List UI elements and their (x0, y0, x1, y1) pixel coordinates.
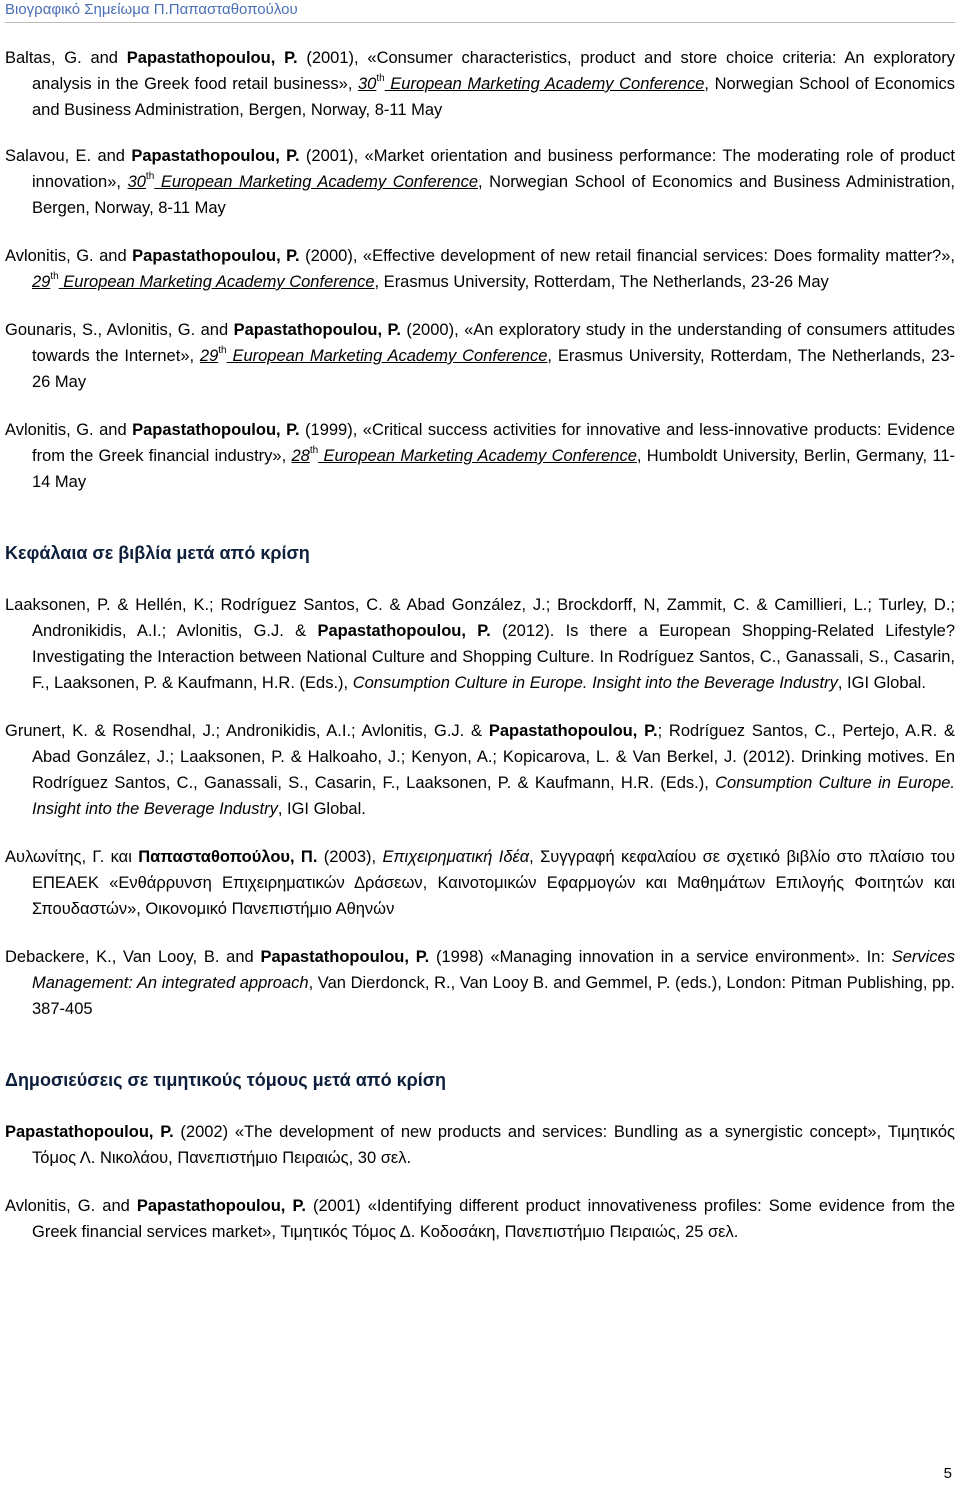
reference-entry (5, 844, 955, 922)
reference-entry (5, 417, 955, 495)
italic-title: Services Management: An integrated approach (32, 948, 955, 992)
reference-text: (2012). Is there a European Shopping-Related Lifestyle? Investigating the Interaction between National Culture and Shopping Culture. In Rodríguez Santos, C., Ganassali, S., Casarin, F., Laaksonen, P. & Kaufmann, H.R. (Eds.), (32, 622, 956, 692)
author-highlight: Papastathopoulou, P. (132, 421, 300, 439)
conference-name: European Marketing Academy Conference (154, 173, 478, 191)
ordinal-suffix: th (218, 345, 227, 356)
reference-text: (1998) «Managing innovation in a service environment». In: (429, 948, 892, 966)
ordinal-suffix: th (145, 171, 155, 182)
italic-title: Επιχειρηματική Ιδέα (382, 848, 530, 866)
reference-entry (5, 317, 955, 395)
document-body (5, 45, 955, 1245)
conference-name: European Marketing Academy Conference (384, 75, 705, 93)
author-highlight: Papastathopoulou, P. (317, 622, 491, 640)
reference-entry (5, 1193, 955, 1245)
author-highlight: Papastathopoulou, P. (136, 1197, 306, 1215)
reference-text: , IGI Global. (837, 674, 926, 692)
conference-name: 28 (291, 447, 310, 465)
italic-title: Consumption Culture in Europe. Insight into the Beverage Industry (32, 774, 956, 818)
conference-name: European Marketing Academy Conference (58, 273, 375, 291)
section-heading-book-chapters: Κεφάλαια σε βιβλία μετά από κρίση (5, 543, 310, 563)
reference-text: , Erasmus University, Rotterdam, The Netherlands, 23-26 May (32, 347, 956, 391)
reference-text: ; Rodríguez Santos, C., Pertejo, A.R. & Abad González, J.; Laaksonen, P. & Halkoaho, J.; Kenyon, A.; Kopicarova, L. & Van Berkel, J. (2012). Drinking motives. En Rodríguez Santos, C., Ganassali, S., Casarin, F., Laaksonen, P. & Kaufmann, H.R. (Eds.), (32, 722, 956, 792)
reference-text: , Norwegian School of Economics and Business Administration, Bergen, Norway, 8-11 May (32, 75, 956, 119)
reference-entry (5, 718, 955, 822)
reference-entry (5, 243, 955, 295)
reference-text: (2003), (317, 848, 383, 866)
italic-title: Consumption Culture in Europe. Insight into the Beverage Industry (352, 674, 838, 692)
reference-text: Grunert, K. & Rosendhal, J.; Andronikidis, A.I.; Avlonitis, G.J. & (5, 722, 489, 740)
conference-name: European Marketing Academy Conference (318, 447, 637, 465)
reference-text: (2001), «Market orientation and business performance: The moderating role of product innovation», (32, 147, 955, 191)
page-number: 5 (943, 1465, 952, 1482)
reference-text: (2001) «Identifying different product innovativeness profiles: Some evidence from the Greek financial services market», Τιμητικός Τόμος Δ. Κοδοσάκη, Πανεπιστήμιο Πειραιώς, 25 σελ. (32, 1197, 955, 1241)
conference-name: 29 (199, 347, 219, 365)
section-heading-honorary-volumes: Δημοσιεύσεις σε τιμητικούς τόμους μετά από κρίση (5, 1070, 447, 1090)
reference-text: (1999), «Critical success activities for innovative and less-innovative products: Evidence from the Greek financial industry», (32, 421, 955, 465)
reference-text: Avlonitis, G. and (5, 421, 133, 439)
reference-text: Avlonitis, G. and (5, 247, 133, 265)
reference-text: Avlonitis, G. and (5, 1197, 137, 1215)
author-highlight: Papastathopoulou, P. (132, 247, 300, 265)
author-highlight: Papastathopoulou, P. (126, 49, 298, 67)
reference-text: , Συγγραφή κεφαλαίου σε σχετικό βιβλίο στο πλαίσιο του ΕΠΕΑΕΚ «Ενθάρρυνση Επιχειρηματικών Δράσεων, Καινοτομικών Εφαρμογών και Μαθημάτων Επιλογής Φοιτητών και Σπουδαστών», Οικονομικό Πανεπιστήμιο Αθηνών (32, 848, 955, 918)
reference-entry (5, 45, 955, 123)
reference-text: Laaksonen, P. & Hellén, K.; Rodríguez Santos, C. & Abad González, J.; Brockdorff, N, Zammit, C. & Camillieri, L.; Turley, D.; Andronikidis, A.I.; Avlonitis, G.J. & (5, 596, 955, 640)
conference-name: European Marketing Academy Conference (226, 347, 548, 365)
page-header (5, 0, 955, 23)
conference-name: 30 (358, 75, 377, 93)
reference-entry (5, 143, 955, 221)
header-title: Βιογραφικό Σημείωμα Π.Παπασταθοπούλου (5, 1, 298, 18)
conference-name: 30 (127, 173, 146, 191)
reference-text: , IGI Global. (277, 800, 366, 818)
reference-entry (5, 1119, 955, 1171)
reference-entry (5, 592, 955, 696)
reference-text: Debackere, K., Van Looy, B. and (5, 948, 261, 966)
reference-text: , Humboldt University, Berlin, Germany, 11-14 May (32, 447, 955, 491)
reference-text: Gounaris, S., Avlonitis, G. and (5, 321, 234, 339)
ordinal-suffix: th (50, 271, 59, 282)
author-highlight: Papastathopoulou, P. (260, 948, 430, 966)
author-highlight: Papastathopoulou, P. (5, 1123, 174, 1141)
reference-text: Αυλωνίτης, Γ. και (5, 848, 139, 866)
reference-text: Salavou, E. and (5, 147, 132, 165)
reference-text: (2000), «Effective development of new retail financial services: Does formality matter?», (299, 247, 955, 265)
author-highlight: Παπασταθοπούλου, Π. (138, 848, 318, 866)
reference-text: , Erasmus University, Rotterdam, The Netherlands, 23-26 May (374, 273, 829, 291)
ordinal-suffix: th (309, 445, 319, 456)
author-highlight: Papastathopoulou, P. (488, 722, 658, 740)
reference-text: Baltas, G. and (5, 49, 127, 67)
ordinal-suffix: th (376, 73, 385, 84)
reference-text: , Van Dierdonck, R., Van Looy B. and Gemmel, P. (eds.), London: Pitman Publishing, pp. 387-405 (32, 974, 955, 1018)
reference-text: , Norwegian School of Economics and Business Administration, Bergen, Norway, 8-11 May (32, 173, 956, 217)
conference-name: 29 (32, 273, 51, 291)
author-highlight: Papastathopoulou, P. (233, 321, 401, 339)
reference-text: (2000), «An exploratory study in the understanding of consumers attitudes towards the Internet», (32, 321, 956, 365)
reference-text: (2001), «Consumer characteristics, product and store choice criteria: An exploratory analysis in the Greek food retail business», (32, 49, 956, 93)
reference-entry (5, 944, 955, 1022)
reference-text: (2002) «The development of new products and services: Bundling as a synergistic concept», Τιμητικός Τόμος Λ. Νικολάου, Πανεπιστήμιο Πειραιώς, 30 σελ. (32, 1123, 955, 1167)
author-highlight: Papastathopoulou, P. (131, 147, 300, 165)
